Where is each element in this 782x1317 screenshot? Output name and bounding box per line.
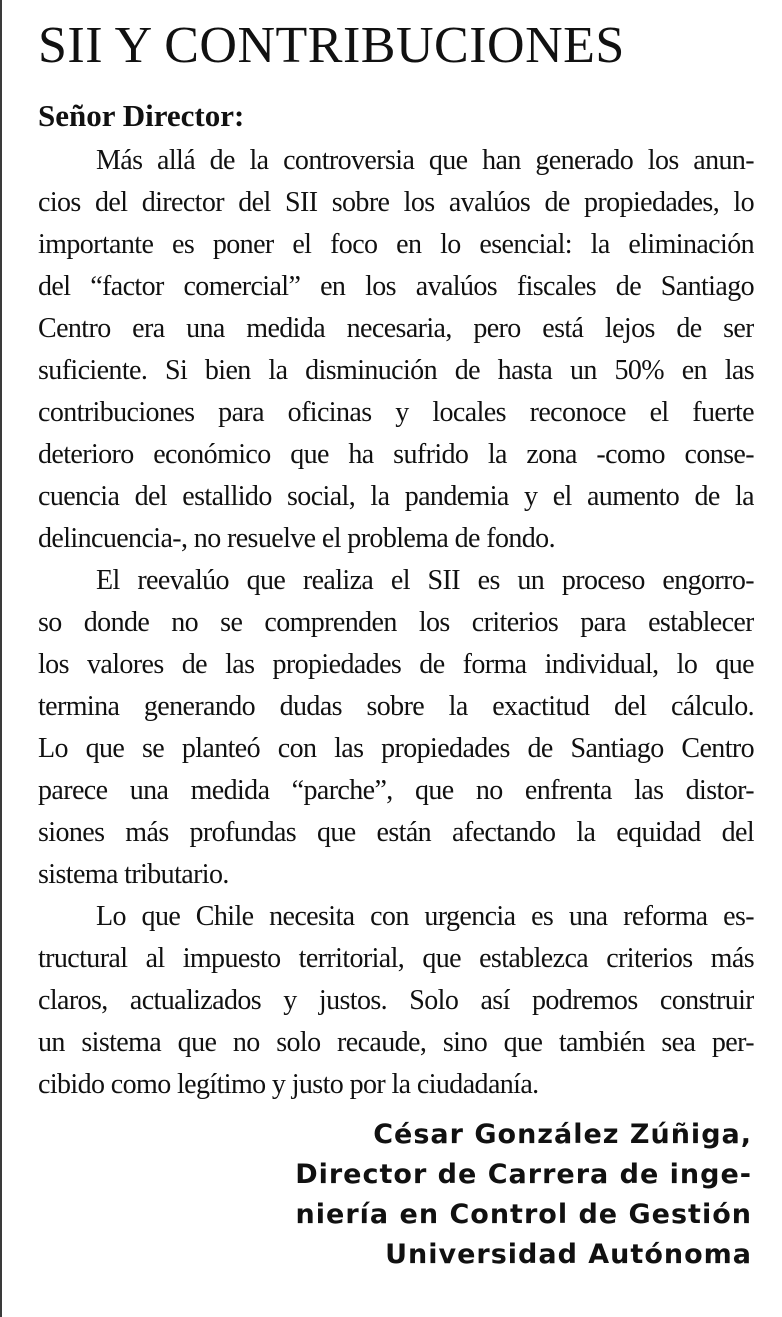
signature-block bbox=[295, 1115, 752, 1275]
signature-role-line: niería en Control de Gestión bbox=[295, 1199, 752, 1230]
body-line: siones más profundas que están afectando la equidad del bbox=[38, 817, 754, 848]
signature-institution: Universidad Autónoma bbox=[385, 1239, 752, 1270]
body-line: Lo que se planteó con las propiedades de Santiago Centro bbox=[38, 733, 754, 764]
body-line: importante es poner el foco en lo esencial: la eliminación bbox=[38, 229, 754, 260]
body-line: claros, actualizados y justos. Solo así podremos construir bbox=[38, 985, 754, 1016]
salutation: Señor Director: bbox=[38, 98, 245, 133]
body-line: cios del director del SII sobre los avalúos de propiedades, lo bbox=[38, 187, 754, 218]
body-line: Centro era una medida necesaria, pero está lejos de ser bbox=[38, 313, 754, 344]
letter-body bbox=[38, 140, 754, 1106]
body-line: deterioro económico que ha sufrido la zona -como conse- bbox=[38, 439, 754, 470]
body-line: delincuencia-, no resuelve el problema de fondo. bbox=[38, 523, 555, 554]
signature-role-line: Director de Carrera de inge- bbox=[295, 1159, 752, 1190]
body-line: El reevalúo que realiza el SII es un proceso engorro- bbox=[96, 565, 754, 596]
headline: SII Y CONTRIBUCIONES bbox=[38, 17, 625, 74]
body-line: del “factor comercial” en los avalúos fiscales de Santiago bbox=[38, 271, 754, 302]
body-line: los valores de las propiedades de forma individual, lo que bbox=[38, 649, 754, 680]
body-line: sistema tributario. bbox=[38, 859, 229, 890]
body-line: contribuciones para oficinas y locales reconoce el fuerte bbox=[38, 397, 754, 428]
body-line: so donde no se comprenden los criterios para establecer bbox=[38, 607, 754, 638]
body-line: termina generando dudas sobre la exactitud del cálculo. bbox=[38, 691, 754, 722]
body-line: tructural al impuesto territorial, que establezca criterios más bbox=[38, 943, 754, 974]
signature-name: César González Zúñiga, bbox=[373, 1119, 752, 1150]
body-line: Lo que Chile necesita con urgencia es una reforma es- bbox=[96, 901, 754, 932]
body-line: un sistema que no solo recaude, sino que también sea per- bbox=[38, 1027, 754, 1058]
body-line: cuencia del estallido social, la pandemia y el aumento de la bbox=[38, 481, 754, 512]
body-line: parece una medida “parche”, que no enfrenta las distor- bbox=[38, 775, 754, 806]
body-line: Más allá de la controversia que han generado los anun- bbox=[96, 145, 754, 176]
body-line: suficiente. Si bien la disminución de hasta un 50% en las bbox=[38, 355, 754, 386]
body-line: cibido como legítimo y justo por la ciudadanía. bbox=[38, 1069, 539, 1100]
